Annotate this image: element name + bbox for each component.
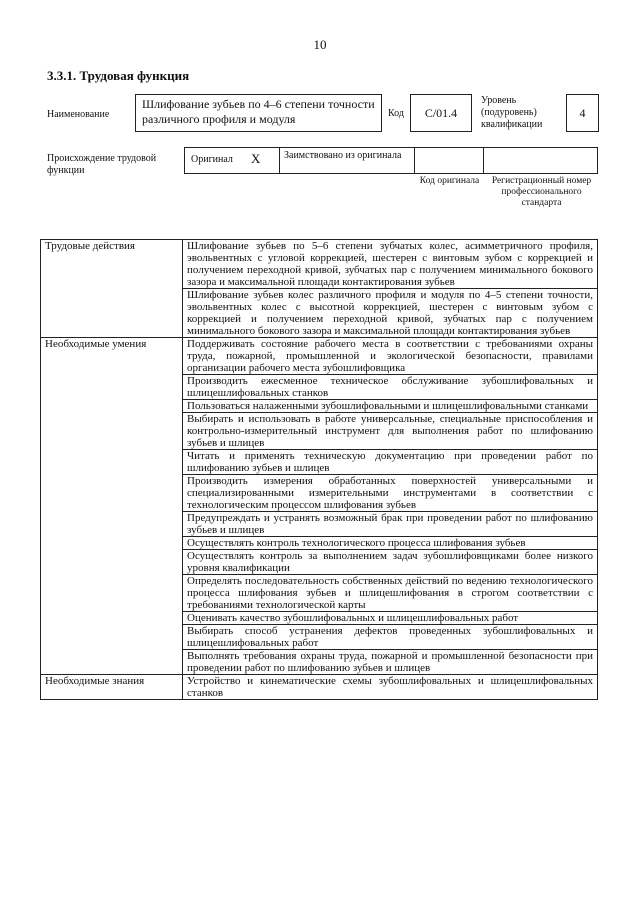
table-row [41,240,598,289]
row-item: Поддерживать состояние рабочего места в соответствии с требованиями охраны труда, пожарной, промышленной и экологической безопасности, правилами организации рабочего места зубошлифовщика [183,338,598,375]
reg-number-cell [484,148,597,173]
table-row [41,338,598,375]
row-item: Выполнять требования охраны труда, пожарной и промышленной безопасности при проведении работ по шлифованию зубьев и шлицев [183,650,598,675]
original-cell [185,148,280,173]
level-label: Уровень (подуровень) квалификации [481,95,543,130]
name-label: Наименование [47,109,110,120]
borrowed-label: Заимствовано из оригинала [280,148,415,173]
code-original-caption: Код оригинала [419,176,480,186]
section-title: 3.3.1. Трудовая функция [47,68,190,83]
original-mark: X [251,151,261,166]
original-label: Оригинал [191,154,233,165]
level-value: 4 [566,94,599,132]
table-row [41,675,598,700]
row-item: Шлифование зубьев колес различного профиля и модуля по 4–5 степени точности, эвольвентных колес с высотной коррекцией, шестерен с винтовым зубом с коррекцией и получением переходной кривой, зубчатых пар с получением минимального бокового зазора и максимальной площади контактирования зубьев [183,289,598,338]
row-label: Необходимые умения [41,338,183,675]
row-item: Шлифование зубьев по 5–6 степени зубчатых колес, асимметричного профиля, эвольвентных с угловой коррекцией, шестерен с винтовым зубом с коррекцией и получением переходной кривой, зубчатых пар с получением минимального бокового зазора и максимальной площади контактирования зубьев [183,240,598,289]
origin-label: Происхождение трудовой функции [47,153,157,176]
row-item: Производить ежесменное техническое обслуживание зубошлифовальных и шлицешлифовальных станков [183,375,598,400]
reg-number-caption: Регистрационный номер профессионального стандарта [491,176,592,208]
row-item: Устройство и кинематические схемы зубошлифовальных и шлицешлифовальных станков [183,675,598,700]
page-number: 10 [313,37,327,52]
row-item: Производить измерения обработанных поверхностей универсальными и специализированными измерительными инструментами в соответствии с технологическим процессом шлифования зубьев [183,475,598,512]
row-item: Читать и применять техническую документацию при проведении работ по шлифованию зубьев и шлицев [183,450,598,475]
row-item: Оценивать качество зубошлифовальных и шлицешлифовальных работ [183,612,598,625]
row-label: Трудовые действия [41,240,183,338]
row-item: Осуществлять контроль технологического процесса шлифования зубьев [183,537,598,550]
name-value: Шлифование зубьев по 4–6 степени точности различного профиля и модуля [135,94,382,132]
code-value: С/01.4 [410,94,472,132]
function-table [40,239,598,700]
row-label: Необходимые знания [41,675,183,700]
row-item: Выбирать способ устранения дефектов проведенных зубошлифовальных и шлицешлифовальных работ [183,625,598,650]
origin-table [184,147,598,174]
row-item: Осуществлять контроль за выполнением задач зубошлифовщиками более низкого уровня квалификации [183,550,598,575]
row-item: Предупреждать и устранять возможный брак при проведении работ по шлифованию зубьев и шлицев [183,512,598,537]
row-item: Пользоваться налаженными зубошлифовальными и шлицешлифовальными станками [183,400,598,413]
code-original-cell [415,148,484,173]
code-label: Код [388,108,404,119]
row-item: Выбирать и использовать в работе универсальные, специальные приспособления и контрольно-измерительный инструмент для выполнения работ по шлифованию зубьев и шлицев [183,413,598,450]
row-item: Определять последовательность собственных действий по ведению технологического процесса шлифования зубьев и шлицешлифования в строгом соответствии с требованиями технологической карты [183,575,598,612]
